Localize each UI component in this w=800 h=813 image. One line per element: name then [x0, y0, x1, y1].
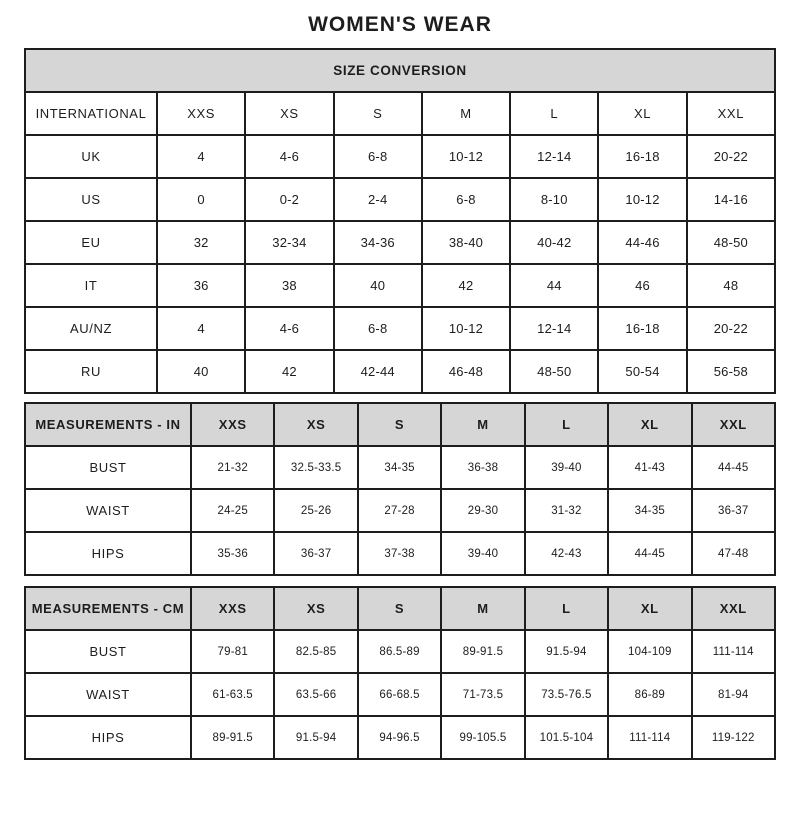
- value-cell: 79-81: [191, 630, 274, 673]
- table-header-row: [25, 403, 775, 446]
- value-cell: 41-43: [608, 446, 691, 489]
- value-cell: 12-14: [510, 135, 598, 178]
- value-cell: 16-18: [598, 307, 686, 350]
- value-cell: 44-46: [598, 221, 686, 264]
- value-cell: 86-89: [608, 673, 691, 716]
- column-header: XS: [274, 587, 357, 630]
- measurements-cm-table: [24, 586, 776, 760]
- value-cell: 36-38: [441, 446, 524, 489]
- value-cell: 42: [422, 264, 510, 307]
- column-header: XXL: [687, 92, 775, 135]
- page-title: WOMEN'S WEAR: [308, 13, 492, 36]
- value-cell: 32: [157, 221, 245, 264]
- value-cell: 34-36: [334, 221, 422, 264]
- value-cell: 38-40: [422, 221, 510, 264]
- value-cell: 48-50: [687, 221, 775, 264]
- table-row: [25, 221, 775, 264]
- table-header-row: [25, 49, 775, 92]
- table-row: [25, 630, 775, 673]
- row-label: EU: [25, 221, 157, 264]
- value-cell: 40: [157, 350, 245, 393]
- column-header: XXS: [191, 587, 274, 630]
- value-cell: 91.5-94: [274, 716, 357, 759]
- value-cell: 42: [245, 350, 333, 393]
- value-cell: 16-18: [598, 135, 686, 178]
- measurements-in-table: [24, 402, 776, 576]
- value-cell: 32.5-33.5: [274, 446, 357, 489]
- column-header: L: [510, 92, 598, 135]
- table-row: [25, 350, 775, 393]
- value-cell: 73.5-76.5: [525, 673, 608, 716]
- value-cell: 36-37: [274, 532, 357, 575]
- table-header: SIZE CONVERSION: [25, 49, 775, 92]
- value-cell: 82.5-85: [274, 630, 357, 673]
- row-label: BUST: [25, 446, 191, 489]
- value-cell: 40: [334, 264, 422, 307]
- table-row: [25, 716, 775, 759]
- table-row: [25, 178, 775, 221]
- value-cell: 111-114: [692, 630, 775, 673]
- value-cell: 40-42: [510, 221, 598, 264]
- column-header: L: [525, 587, 608, 630]
- value-cell: 56-58: [687, 350, 775, 393]
- value-cell: 12-14: [510, 307, 598, 350]
- row-label: RU: [25, 350, 157, 393]
- value-cell: 39-40: [441, 532, 524, 575]
- value-cell: 4: [157, 307, 245, 350]
- value-cell: 6-8: [334, 135, 422, 178]
- table-row: [25, 264, 775, 307]
- column-header: M: [441, 587, 524, 630]
- column-header-row: [25, 92, 775, 135]
- value-cell: 25-26: [274, 489, 357, 532]
- value-cell: 66-68.5: [358, 673, 441, 716]
- table-row: [25, 489, 775, 532]
- value-cell: 8-10: [510, 178, 598, 221]
- value-cell: 0-2: [245, 178, 333, 221]
- value-cell: 104-109: [608, 630, 691, 673]
- value-cell: 99-105.5: [441, 716, 524, 759]
- table-row: [25, 135, 775, 178]
- value-cell: 119-122: [692, 716, 775, 759]
- value-cell: 42-43: [525, 532, 608, 575]
- value-cell: 4-6: [245, 135, 333, 178]
- column-header: XS: [274, 403, 357, 446]
- row-label: IT: [25, 264, 157, 307]
- column-header: M: [441, 403, 524, 446]
- value-cell: 36: [157, 264, 245, 307]
- size-conversion-body: [25, 49, 775, 393]
- column-header: M: [422, 92, 510, 135]
- value-cell: 35-36: [191, 532, 274, 575]
- value-cell: 27-28: [358, 489, 441, 532]
- value-cell: 39-40: [525, 446, 608, 489]
- row-label: UK: [25, 135, 157, 178]
- column-header: XXS: [191, 403, 274, 446]
- value-cell: 46-48: [422, 350, 510, 393]
- table-row: [25, 532, 775, 575]
- value-cell: 91.5-94: [525, 630, 608, 673]
- table-row: [25, 673, 775, 716]
- value-cell: 42-44: [334, 350, 422, 393]
- value-cell: 29-30: [441, 489, 524, 532]
- measurements-cm-body: [25, 587, 775, 759]
- table-header: MEASUREMENTS - IN: [25, 403, 191, 446]
- value-cell: 89-91.5: [441, 630, 524, 673]
- column-header: XL: [608, 403, 691, 446]
- row-label: WAIST: [25, 673, 191, 716]
- row-label: HIPS: [25, 716, 191, 759]
- value-cell: 71-73.5: [441, 673, 524, 716]
- value-cell: 10-12: [422, 307, 510, 350]
- value-cell: 36-37: [692, 489, 775, 532]
- column-header: XXS: [157, 92, 245, 135]
- size-conversion-table: [24, 48, 776, 394]
- value-cell: 4-6: [245, 307, 333, 350]
- measurements-in-body: [25, 403, 775, 575]
- value-cell: 0: [157, 178, 245, 221]
- column-header: S: [334, 92, 422, 135]
- value-cell: 21-32: [191, 446, 274, 489]
- row-label: HIPS: [25, 532, 191, 575]
- row-label: BUST: [25, 630, 191, 673]
- value-cell: 6-8: [422, 178, 510, 221]
- value-cell: 44-45: [608, 532, 691, 575]
- column-header: S: [358, 587, 441, 630]
- value-cell: 6-8: [334, 307, 422, 350]
- value-cell: 63.5-66: [274, 673, 357, 716]
- column-header: XL: [608, 587, 691, 630]
- value-cell: 38: [245, 264, 333, 307]
- value-cell: 14-16: [687, 178, 775, 221]
- value-cell: 34-35: [608, 489, 691, 532]
- value-cell: 48-50: [510, 350, 598, 393]
- value-cell: 37-38: [358, 532, 441, 575]
- value-cell: 20-22: [687, 307, 775, 350]
- value-cell: 2-4: [334, 178, 422, 221]
- column-header: XL: [598, 92, 686, 135]
- value-cell: 10-12: [598, 178, 686, 221]
- column-header: XXL: [692, 587, 775, 630]
- column-header: S: [358, 403, 441, 446]
- value-cell: 46: [598, 264, 686, 307]
- value-cell: 20-22: [687, 135, 775, 178]
- row-label: US: [25, 178, 157, 221]
- value-cell: 48: [687, 264, 775, 307]
- value-cell: 34-35: [358, 446, 441, 489]
- value-cell: 89-91.5: [191, 716, 274, 759]
- value-cell: 44-45: [692, 446, 775, 489]
- table-header: MEASUREMENTS - CM: [25, 587, 191, 630]
- column-header: L: [525, 403, 608, 446]
- row-label: AU/NZ: [25, 307, 157, 350]
- value-cell: 10-12: [422, 135, 510, 178]
- value-cell: 44: [510, 264, 598, 307]
- size-chart-page: [0, 13, 800, 813]
- table-row: [25, 307, 775, 350]
- value-cell: 50-54: [598, 350, 686, 393]
- table-row: [25, 446, 775, 489]
- value-cell: 24-25: [191, 489, 274, 532]
- value-cell: 32-34: [245, 221, 333, 264]
- column-header: XS: [245, 92, 333, 135]
- value-cell: 101.5-104: [525, 716, 608, 759]
- value-cell: 81-94: [692, 673, 775, 716]
- value-cell: 31-32: [525, 489, 608, 532]
- table-header-row: [25, 587, 775, 630]
- row-label: WAIST: [25, 489, 191, 532]
- value-cell: 86.5-89: [358, 630, 441, 673]
- value-cell: 94-96.5: [358, 716, 441, 759]
- column-header: XXL: [692, 403, 775, 446]
- value-cell: 111-114: [608, 716, 691, 759]
- value-cell: 47-48: [692, 532, 775, 575]
- value-cell: 61-63.5: [191, 673, 274, 716]
- column-header: INTERNATIONAL: [25, 92, 157, 135]
- value-cell: 4: [157, 135, 245, 178]
